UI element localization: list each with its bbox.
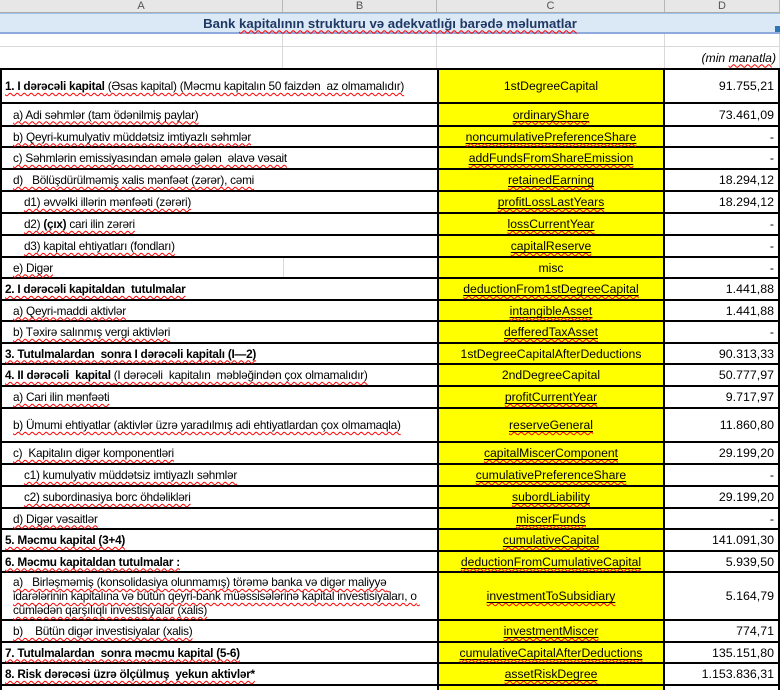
value-cell-miscerFunds[interactable] [665,509,780,528]
value-cell-deductionFromCumulativeCapital[interactable] [665,552,780,571]
row-label [13,304,126,318]
label-cell-profitLossLastYears[interactable] [0,192,437,212]
row-1stDegreeCapitalAfterDeductions [0,344,780,365]
code-cell-2ndDegreeCapital[interactable] [437,365,665,385]
code-text-wavy: profitLossLastYears [497,195,605,209]
partial-code-cell [437,686,665,690]
code-cell-cumulativeCapital[interactable] [437,530,665,550]
row-cumulativeCapital [0,530,780,552]
cell-value: 141.091,30 [711,533,774,547]
cell-value: 5.939,50 [725,554,774,569]
cell-value: 1.441,88 [725,303,774,318]
unit-note-word: manatla [728,50,772,65]
label-cell-reserveGeneral[interactable] [0,409,437,441]
row-label-part: c1) kumulyativ müddətsiz imtiyazlı səhmlər [24,468,238,482]
value-cell-1stDegreeCapital[interactable] [665,70,780,102]
label-cell-lossCurrentYear[interactable] [0,214,437,234]
column-header-row [0,0,780,13]
code-text: misc [538,260,564,275]
row-assetRiskDegree [0,664,780,686]
partial-value-cell [665,686,780,690]
cell-value: - [769,468,774,482]
label-cell-intangibleAsset[interactable] [0,301,437,320]
code-cell-investmentMiscer[interactable] [437,621,665,641]
label-cell-1stDegreeCapital[interactable] [0,70,437,102]
code-text-wavy: capitalMiscerComponent [483,446,619,460]
row-label-part: 8. Risk dərəcəsi üzrə ölçülmuş yekun aktivlər* [5,667,255,681]
code-text [484,446,618,460]
merge-edge-mark [775,26,780,32]
label-cell-ordinaryShare[interactable] [0,104,437,125]
label-cell-cumulativeCapital[interactable] [0,530,437,550]
value-cell-reserveGeneral[interactable] [665,409,780,441]
row-retainedEarning [0,170,780,192]
partial-label-cell [0,686,437,690]
row-capitalReserve [0,236,780,258]
label-cell-miscerFunds[interactable] [0,509,437,528]
column-header-label: B [355,0,364,12]
column-header-d[interactable] [665,0,780,12]
value-cell-profitLossLastYears[interactable] [665,192,780,212]
code-cell-capitalReserve[interactable] [437,236,665,256]
row-1stDegreeCapital [0,70,780,104]
row-label-part: e) Digər [13,260,53,275]
unit-note-suffix: ) [771,50,776,65]
label-cell-capitalMiscerComponent[interactable] [0,443,437,463]
cell-value: - [769,217,774,231]
code-text [512,490,590,504]
label-cell-capitalReserve[interactable] [0,236,437,256]
row-reserveGeneral [0,409,780,443]
label-cell-investmentMiscer[interactable] [0,621,437,641]
code-text [460,646,643,660]
code-text: 1stDegreeCapital [503,79,599,93]
code-text-wavy: defferedTaxAsset [504,325,598,339]
cell-value: - [769,151,774,165]
partial-next-row [0,686,780,690]
code-text [516,512,586,526]
value-cell-capitalMiscerComponent[interactable] [665,443,780,463]
row-label-part: a) Cari ilin mənfəəti [13,390,110,404]
row-label-part: 5. Məcmu kapital (3+4) [5,533,126,547]
code-cell-assetRiskDegree[interactable] [437,664,665,684]
row-investmentToSubsidiary [0,573,780,621]
row-label-part: cari ilin zərəri [66,217,135,231]
code-text-wavy: reserveGeneral [509,418,593,432]
row-label-part: b) Bütün digər investisiyalar (xalis) [13,624,193,638]
code-cell-noncumulativePreferenceShare[interactable] [437,127,665,146]
code-cell-deductionFromCumulativeCapital[interactable] [437,552,665,571]
value-cell-capitalReserve[interactable] [665,236,780,256]
row-label-part: d) Digər vəsaitlər [13,511,98,526]
label-cell-retainedEarning[interactable] [0,170,437,190]
column-header-a[interactable] [0,0,283,12]
cell-value: - [769,325,774,339]
value-cell-investmentToSubsidiary[interactable] [665,573,780,619]
row-label-part: 4. II dərəcəli kapital [5,368,114,382]
code-text [505,667,598,681]
row-label [24,468,237,482]
row-label-part: d2) [24,217,44,231]
code-text [487,589,616,603]
row-label-part: b) Təxirə salınmış vergi aktivləri [13,325,171,339]
row-label-part: (Əsas kapital) (Məcmu kapitalın 50 faizdən az olmamalıdır) [107,79,405,93]
code-cell-profitCurrentYear[interactable] [437,387,665,407]
row-ordinaryShare [0,104,780,127]
value-cell-profitCurrentYear[interactable] [665,387,780,407]
code-text [511,239,592,253]
code-cell-intangibleAsset[interactable] [437,301,665,320]
code-text [509,418,593,432]
code-text [469,151,634,165]
row-label [5,533,125,547]
row-label-part: c) Kapitalın digər komponentləri [13,446,174,460]
cell-value: 90.313,33 [718,346,774,361]
row-capitalMiscerComponent [0,443,780,465]
row-noncumulativePreferenceShare [0,127,780,148]
code-text [466,130,637,144]
label-cell-investmentToSubsidiary[interactable] [0,573,437,619]
label-cell-1stDegreeCapitalAfterDeductions[interactable] [0,344,437,363]
value-cell-lossCurrentYear[interactable] [665,214,780,234]
row-label-part: 1. I dərəcəli kapital [5,79,108,93]
row-label-part: a) Birləşməmiş (konsolidasiya olunmamış) törəmə banka və digər maliyyə idarələrinin kapitalına və bütün qeyri-bank müəssisələrinə kapital investisiyaları, o cümlədən qarşılıqlı investisiyalar (xalis) [13,575,420,617]
code-cell-subordLiability[interactable] [437,487,665,507]
value-cell-1stDegreeCapitalAfterDeductions[interactable] [665,344,780,363]
value-cell-ordinaryShare[interactable] [665,104,780,125]
code-text-wavy: ordinaryShare [512,107,590,122]
code-cell-miscerFunds[interactable] [437,509,665,528]
row-label-part: 2. I dərəcəli kapitaldan tutulmalar [5,282,186,296]
code-cell-defferedTaxAsset[interactable] [437,322,665,342]
label-cell-cumulativePreferenceShare[interactable] [0,465,437,485]
code-text-wavy: capitalReserve [510,239,592,253]
code-cell-ordinaryShare[interactable] [437,104,665,125]
code-cell-1stDegreeCapitalAfterDeductions[interactable] [437,344,665,363]
code-text [505,390,597,404]
label-cell-subordLiability[interactable] [0,487,437,507]
code-text-wavy: retainedEarning [507,173,595,187]
row-profitLossLastYears [0,192,780,214]
cell-value: 9.717,97 [725,390,774,404]
code-cell-misc[interactable] [437,258,665,277]
column-header-label: C [546,0,555,12]
row-label [13,418,401,432]
cell-value: 50.777,97 [718,368,774,382]
row-label-part: d1) əvvəlki illərin mənfəəti (zərəri) [24,195,192,209]
row-label-part: a) Adi səhmlər (tam ödənilmiş paylar) [13,107,199,122]
label-cell-profitCurrentYear[interactable] [0,387,437,407]
code-text-wavy: intangibleAsset [509,303,593,318]
cell-value: 1.441,88 [725,282,774,296]
value-cell-noncumulativePreferenceShare[interactable] [665,127,780,146]
code-cell-retainedEarning[interactable] [437,170,665,190]
grid-cell[interactable] [437,47,665,68]
label-cell-noncumulativePreferenceShare[interactable] [0,127,437,146]
row-label [24,195,191,209]
column-header-label: D [718,0,726,12]
code-text-wavy: investmentToSubsidiary [486,589,616,603]
code-text [498,195,605,209]
code-text-wavy: assetRiskDegree [504,667,598,681]
label-cell-misc[interactable] [0,258,437,277]
row-label [24,239,175,253]
cell-value: 18.294,12 [718,195,774,209]
code-text-wavy: deductionFromCumulativeCapital [460,554,642,569]
value-cell-cumulativeCapitalAfterDeductions[interactable] [665,643,780,662]
row-profitCurrentYear [0,387,780,409]
cell-value: 5.164,79 [725,589,774,603]
cell-value: 29.199,20 [718,490,774,504]
code-text-wavy: noncumulativePreferenceShare [465,129,637,144]
cell-value: 91.755,21 [718,79,774,93]
value-cell-investmentMiscer[interactable] [665,621,780,641]
row-label-part: 6. Məcmu kapitaldan tutulmalar : [5,554,180,569]
code-text-wavy: cumulativeCapitalAfterDeductions [459,645,643,660]
value-cell-subordLiability[interactable] [665,487,780,507]
cell-value: - [769,129,774,144]
unit-note-cell[interactable] [665,47,780,68]
label-cell-cumulativeCapitalAfterDeductions[interactable] [0,643,437,662]
grid-cell[interactable] [437,34,665,46]
row-label [13,512,98,526]
cell-value: 18.294,12 [718,173,774,187]
value-cell-misc[interactable] [665,258,780,277]
code-cell-lossCurrentYear[interactable] [437,214,665,234]
unit-note-row [0,47,780,68]
code-text-wavy: subordLiability [512,490,590,504]
row-defferedTaxAsset [0,322,780,344]
row-label [13,108,198,122]
row-label-part: b) Ümumi ehtiyatlar (aktivlər üzrə yaradılmış adi ehtiyatlardan çox olmamaqla) [13,418,401,432]
cell-value: - [769,239,774,253]
row-investmentMiscer [0,621,780,643]
row-label-part: c) Səhmlərin emissiyasından əmələ gələn əlavə vəsait [13,151,287,165]
code-text: 2ndDegreeCapital [501,368,601,382]
row-lossCurrentYear [0,214,780,236]
cell-value: 1.153.836,31 [701,667,774,681]
row-label-part: 3. Tutulmalardan sonra I dərəcəli kapitalı (I—2) [5,346,257,361]
code-text [503,533,599,547]
row-deductionFromCumulativeCapital [0,552,780,573]
code-text [463,282,638,296]
value-cell-retainedEarning[interactable] [665,170,780,190]
cell-value: 774,71 [736,624,774,638]
grid-cell[interactable] [0,47,283,68]
row-label [5,667,255,681]
row-misc [0,258,780,279]
code-text [504,624,599,638]
code-text [508,173,594,187]
code-text-wavy: deductionFrom1stDegreeCapital [463,282,639,296]
row-miscerFunds [0,509,780,530]
grid-divider [283,258,284,277]
row-intangibleAsset [0,301,780,322]
code-cell-addFundsFromShareEmission[interactable] [437,148,665,168]
code-cell-cumulativePreferenceShare[interactable] [437,465,665,485]
row-label-part: c2) subordinasiya borc öhdəlikləri [24,490,191,504]
code-cell-deductionFrom1stDegreeCapital[interactable] [437,279,665,299]
row-label-part: (çıx) [43,217,67,231]
code-text-wavy: miscerFunds [516,511,586,526]
label-cell-assetRiskDegree[interactable] [0,664,437,684]
cell-value: - [769,511,774,526]
cell-value: 11.860,80 [719,418,774,432]
code-cell-1stDegreeCapital[interactable] [437,70,665,102]
grid-cell[interactable] [665,34,780,46]
column-header-label: A [137,0,145,12]
grid-cell[interactable] [0,34,283,46]
code-text-wavy: cumulativeCapital [502,533,600,547]
grid-cell[interactable] [283,34,437,46]
column-header-c[interactable] [437,0,665,12]
row-label [13,130,251,144]
row-label-part: a) Qeyri-maddi aktivlər [13,303,126,318]
cell-value: 73.461,09 [718,107,774,122]
code-text [508,217,595,231]
row-label-part: d) Bölüşdürülməmiş xalis mənfəət (zərər), cəmi [13,173,255,187]
row-label [24,490,191,504]
unit-note-prefix: (min [701,50,729,65]
cell-value: - [769,260,774,275]
row-cumulativeCapitalAfterDeductions [0,643,780,664]
row-label [5,555,180,569]
row-label [5,347,256,361]
code-text [510,304,593,318]
row-label [13,261,53,275]
label-cell-addFundsFromShareEmission[interactable] [0,148,437,168]
row-label [13,446,174,460]
value-cell-assetRiskDegree[interactable] [665,664,780,684]
code-text-wavy: addFundsFromShareEmission [468,151,634,165]
value-cell-addFundsFromShareEmission[interactable] [665,148,780,168]
row-label [13,390,109,404]
column-header-b[interactable] [283,0,437,12]
row-label-part: b) Qeyri-kumulyativ müddətsiz imtiyazlı səhmlər [13,129,252,144]
row-label [5,79,404,93]
label-cell-deductionFromCumulativeCapital[interactable] [0,552,437,571]
cell-value: 29.199,20 [718,446,774,460]
row-label-part: 7. Tutulmalardan sonra məcmu kapital (5-6) [5,645,240,660]
row-label [5,282,185,296]
label-cell-defferedTaxAsset[interactable] [0,322,437,342]
row-addFundsFromShareEmission [0,148,780,170]
value-cell-defferedTaxAsset[interactable] [665,322,780,342]
cell-value: 135.151,80 [711,645,774,660]
code-cell-profitLossLastYears[interactable] [437,192,665,212]
capital-table [0,68,780,686]
label-cell-deductionFrom1stDegreeCapital[interactable] [0,279,437,299]
code-text-wavy: cumulativePreferenceShare [475,468,627,482]
row-label [13,624,192,638]
row-label [5,646,240,660]
code-text [476,468,626,482]
empty-row [0,34,780,47]
row-label-part: d3) kapital ehtiyatları (fondları) [24,239,175,253]
value-cell-deductionFrom1stDegreeCapital[interactable] [665,279,780,299]
value-cell-intangibleAsset[interactable] [665,301,780,320]
code-text: 1stDegreeCapitalAfterDeductions [460,346,642,361]
grid-cell[interactable] [283,47,437,68]
code-cell-cumulativeCapitalAfterDeductions[interactable] [437,643,665,662]
code-cell-reserveGeneral[interactable] [437,409,665,441]
code-text [504,325,598,339]
unit-note [701,51,776,65]
code-text-wavy: profitCurrentYear [504,390,598,404]
code-text [513,108,590,122]
sheet-title-cell[interactable] [0,13,780,34]
value-cell-cumulativePreferenceShare[interactable] [665,465,780,485]
row-cumulativePreferenceShare [0,465,780,487]
row-label [13,173,254,187]
sheet-title: Bank kapitalının strukturu və adekvatlığı barədə məlumatlar [203,15,577,31]
row-label [13,575,431,617]
row-label [13,151,287,165]
code-cell-investmentToSubsidiary[interactable] [437,573,665,619]
label-cell-2ndDegreeCapital[interactable] [0,365,437,385]
code-text [461,555,641,569]
value-cell-2ndDegreeCapital[interactable] [665,365,780,385]
code-text-wavy: lossCurrentYear [507,217,595,231]
row-subordLiability [0,487,780,509]
row-label [24,217,135,231]
row-deductionFrom1stDegreeCapital [0,279,780,301]
value-cell-cumulativeCapital[interactable] [665,530,780,550]
code-text-wavy: investmentMiscer [503,624,599,638]
row-label [13,325,170,339]
code-cell-capitalMiscerComponent[interactable] [437,443,665,463]
row-2ndDegreeCapital [0,365,780,387]
row-label-part: (I dərəcəli kapitalın məbləğindən çox olmamalıdır) [113,368,368,382]
row-label [5,368,368,382]
